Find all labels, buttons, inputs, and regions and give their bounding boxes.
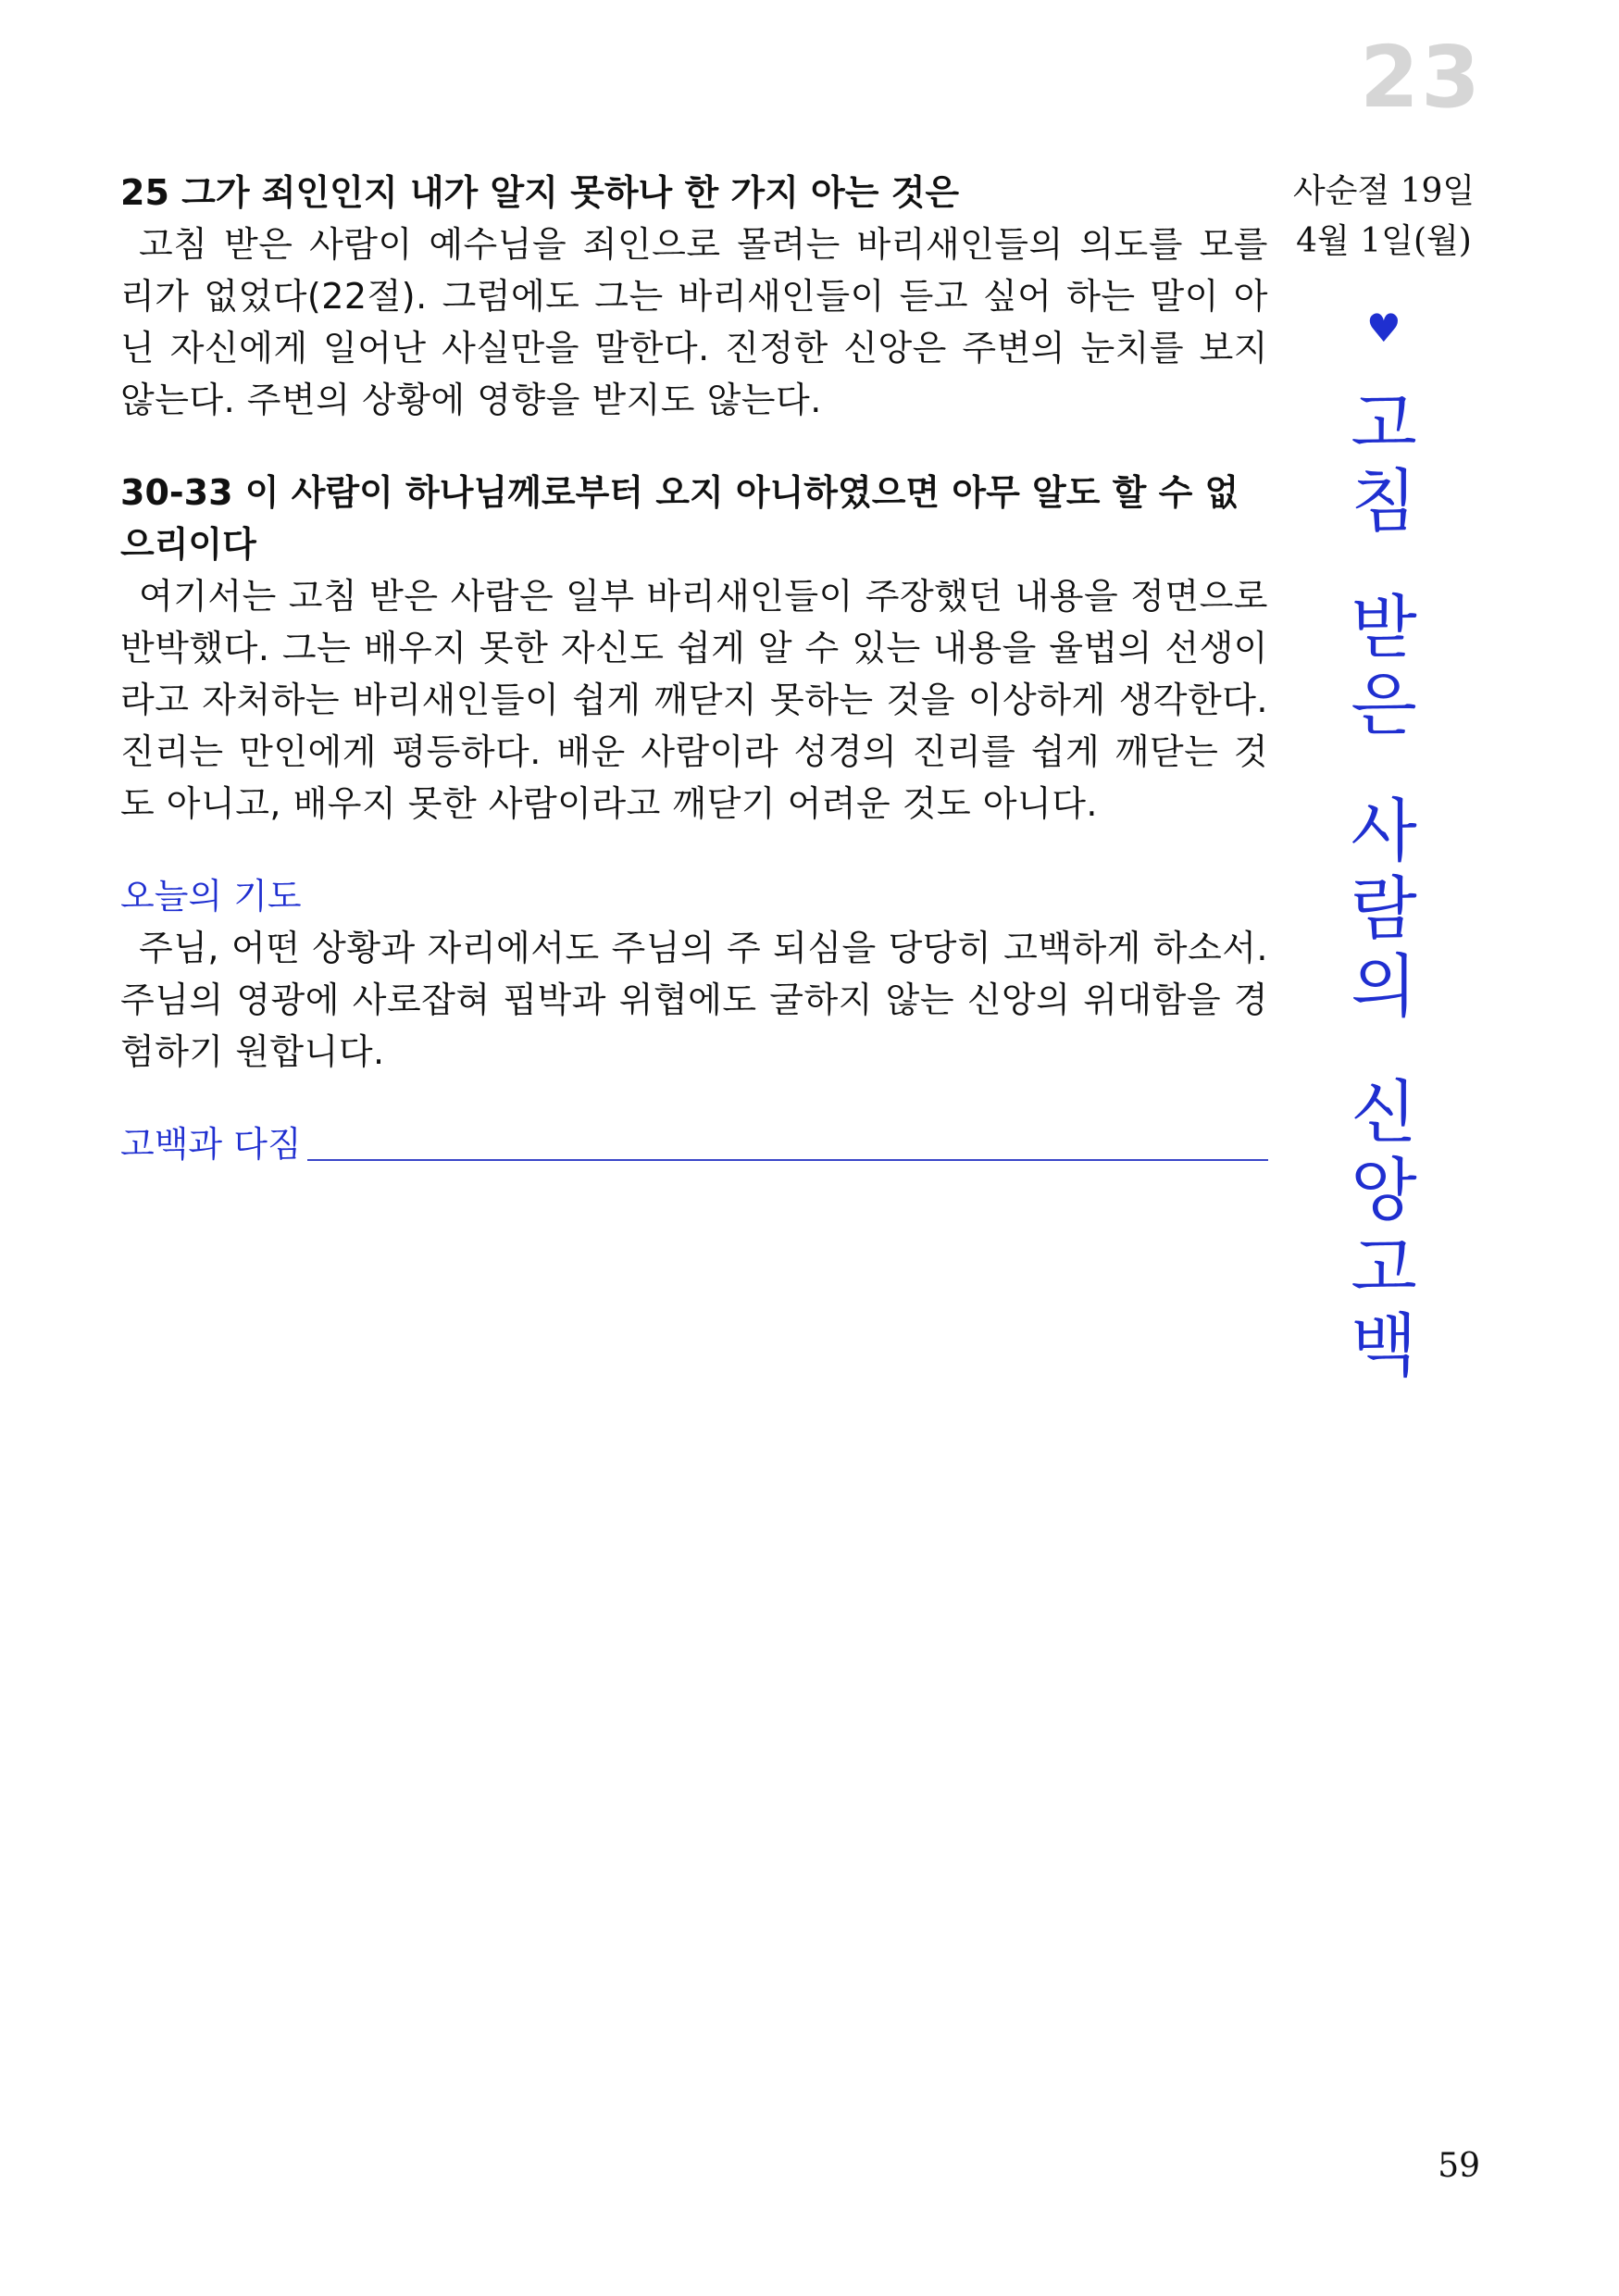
sidebar [1277,167,1490,1385]
commitment-label: 고백과 다짐 [120,1124,302,1165]
commitment-row [120,1118,1268,1170]
commentary-text: 고침 받은 사람이 예수님을 죄인으로 몰려는 바리새인들의 의도를 모를 리가 없었다(22절). 그럼에도 그는 바리새인들이 듣고 싶어 하는 말이 아닌 자신에게 일어난 사실만을 말한다. 진정한 신앙은 주변의 눈치를 보지 않는다. 주변의 상황에 영향을 받지도 않는다. [120,224,1268,420]
date-label: 4월 1일(월) [1296,222,1472,260]
commentary-section-2 [120,467,1268,830]
commentary-text: 여기서는 고침 받은 사람은 일부 바리새인들이 주장했던 내용을 정면으로 반박했다. 그는 배우지 못한 자신도 쉽게 알 수 있는 내용을 율법의 선생이라고 자처하는 바리새인들이 쉽게 깨닫지 못하는 것을 이상하게 생각한다. 진리는 만인에게 평등하다. 배운 사람이라 성경의 진리를 쉽게 깨닫는 것도 아니고, 배우지 못한 사람이라고 깨닫기 어려운 것도 아니다. [120,576,1268,824]
vertical-title-char: 의 [1351,947,1417,1027]
prayer-text: 주님, 어떤 상황과 자리에서도 주님의 주 되심을 당당히 고백하게 하소서. 주님의 영광에 사로잡혀 핍박과 위협에도 굴하지 않는 신앙의 위대함을 경험하기 원합니다. [120,928,1268,1072]
page-number: 59 [1438,2147,1480,2185]
vertical-title-char: 사 [1351,792,1417,871]
prayer-section [120,870,1268,1078]
day-number: 23 [1359,28,1482,127]
vertical-title-char: 은 [1351,666,1417,745]
vertical-title-char: 고 [1351,1229,1417,1308]
vertical-title-char: 백 [1351,1306,1417,1386]
vertical-title-char: 람 [1351,869,1417,949]
verse-heading: 30-33 이 사람이 하나님께로부터 오지 아니하였으면 아무 알도 할 수 없으리이다 [120,472,1239,565]
commitment-write-line[interactable] [307,1158,1268,1161]
vertical-title-char: 신 [1351,1073,1417,1153]
season-label: 사순절 19일 [1292,172,1476,210]
vertical-title-char: 앙 [1351,1151,1417,1230]
vertical-title-char: 받 [1351,588,1417,668]
vertical-title [1277,385,1490,1385]
prayer-heading: 오늘의 기도 [120,876,302,917]
vertical-title-char: 고 [1351,384,1417,464]
commentary-section-1 [120,167,1268,426]
vertical-title-char: 침 [1351,462,1417,542]
heart-icon: ♥ [1366,306,1401,351]
verse-heading: 25 그가 죄인인지 내가 알지 못하나 한 가지 아는 것은 [120,172,960,213]
devotional-content [120,167,1268,1170]
